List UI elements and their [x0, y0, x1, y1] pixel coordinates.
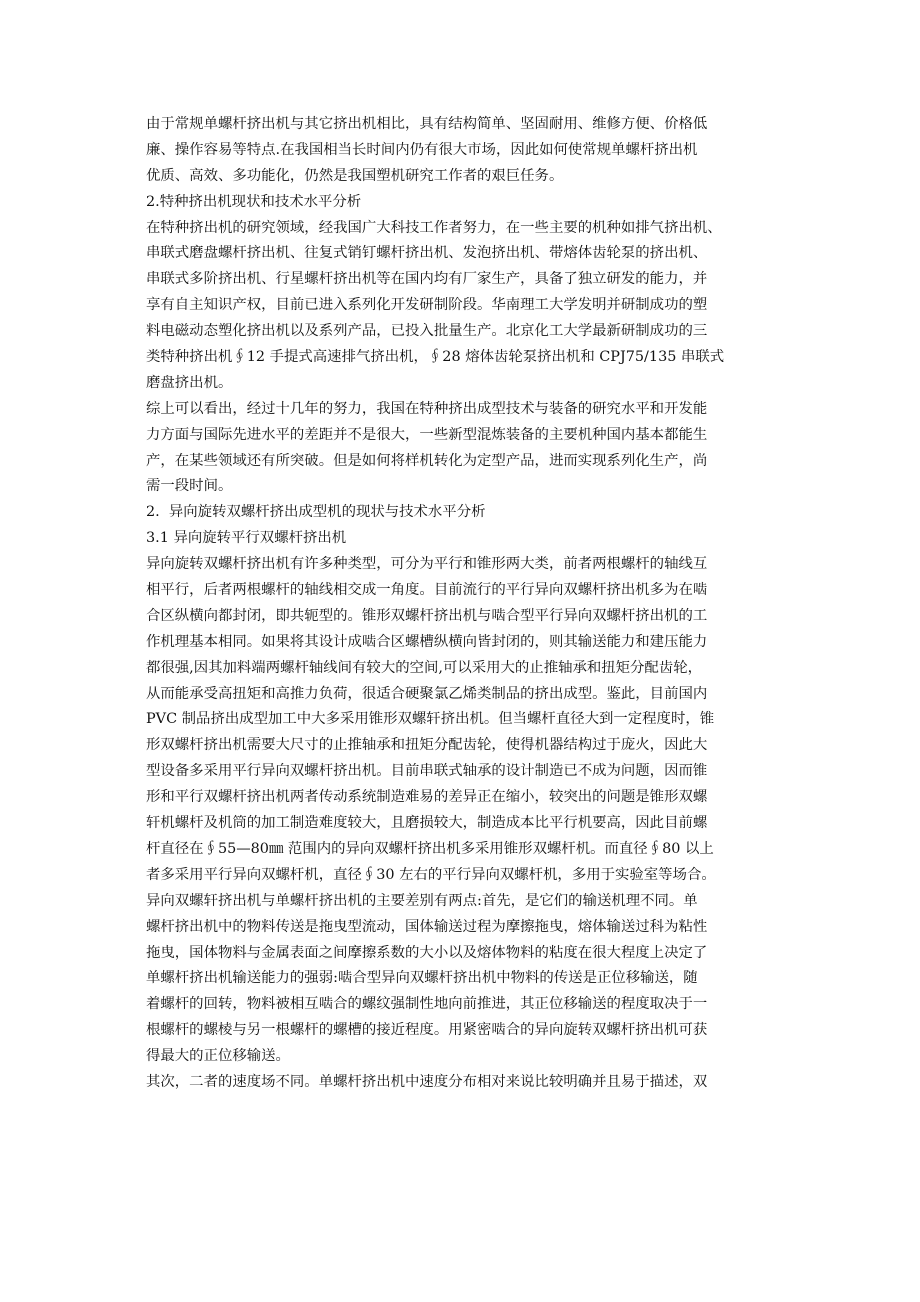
section-heading: 2.特种挤出机现状和技术水平分析 — [146, 193, 362, 210]
text-line: 者多采用平行异向双螺杆机，直径∮30 左右的平行异向双螺杆机，多用于实验室等场合。 — [146, 866, 716, 883]
document-body — [146, 112, 806, 1096]
text-line: 异向旋转双螺杆挤出机有许多种类型，可分为平行和锥形两大类，前者两根螺杆的轴线互 — [146, 556, 708, 573]
text-line: 力方面与国际先进水平的差距并不是很大，一些新型混炼装备的主要机种国内基本都能生 — [146, 426, 708, 443]
text-line: 其次，二者的速度场不同。单螺杆挤出机中速度分布相对来说比较明确并且易于描述，双 — [146, 1073, 708, 1090]
text-line: 型设备多采用平行异向双螺杆挤出机。目前串联式轴承的设计制造已不成为问题，因而锥 — [146, 763, 708, 780]
text-line: 形和平行双螺杆挤出机两者传动系统制造难易的差异正在缩小，较突出的问题是锥形双螺 — [146, 789, 708, 806]
text-line: 螺杆挤出机中的物料传送是拖曳型流动，国体输送过程为摩擦拖曳，熔体输送过科为粘性 — [146, 918, 708, 935]
text-line: 优质、高效、多功能化，仍然是我国塑机研究工作者的艰巨任务。 — [146, 167, 564, 184]
text-line: 在特种挤出机的研究领域，经我国广大科技工作者努力，在一些主要的机种如排气挤出机、 — [146, 219, 722, 236]
text-line: 综上可以看出，经过十几年的努力，我国在特种挤出成型技术与装备的研究水平和开发能 — [146, 400, 708, 417]
text-line: 单螺杆挤出机输送能力的强弱:啮合型异向双螺杆挤出机中物料的传送是正位移输送，随 — [146, 970, 698, 987]
text-line: PVC 制品挤出成型加工中大多采用锥形双螺轩挤出机。但当螺杆直径大到一定程度时，锥 — [146, 711, 715, 728]
text-line: 都很强,因其加料端两螺杆轴线间有较大的空间,可以采用大的止推轴承和扭矩分配齿轮， — [146, 659, 702, 676]
section-heading: 2. 异向旋转双螺杆挤出成型机的现状与技术水平分析 — [146, 504, 486, 521]
text-line: 从而能承受高扭矩和高推力负荷，很适合硬聚氯乙烯类制品的挤出成型。鉴此，目前国内 — [146, 685, 708, 702]
text-line: 着螺杆的回转，物料被相互啮合的螺纹强制性地向前推进，其正位移输送的程度取决于一 — [146, 996, 708, 1013]
text-line: 由于常规单螺杆挤出机与其它挤出机相比，具有结构简单、坚固耐用、维修方便、价格低 — [146, 116, 708, 132]
text-line: 磨盘挤出机。 — [146, 374, 233, 391]
section-heading: 3.1 异向旋转平行双螺杆挤出机 — [146, 530, 347, 547]
text-line: 得最大的正位移输送。 — [146, 1048, 290, 1065]
text-line: 串联式磨盘螺杆挤出机、往复式销钉螺杆挤出机、发泡挤出机、带熔体齿轮泵的挤出机、 — [146, 245, 708, 262]
text-line: 轩机螺杆及机筒的加工制造难度较大，且磨损较大，制造成本比平行机要高，因此目前螺 — [146, 815, 708, 832]
text-line: 拖曳，国体物料与金属表面之间摩擦系数的大小以及熔体物料的粘度在很大程度上决定了 — [146, 944, 708, 961]
text-line: 料电磁动态塑化挤出机以及系列产品，已投入批量生产。北京化工大学最新研制成功的三 — [146, 323, 708, 340]
text-line: 串联式多阶挤出机、行星螺杆挤出机等在国内均有厂家生产，具备了独立研发的能力，并 — [146, 271, 708, 288]
text-line: 需一段时间。 — [146, 478, 233, 495]
text-line: 杆直径在∮55—80㎜ 范围内的异向双螺杆挤出机多采用锥形双螺杆机。而直径∮80 以上 — [146, 840, 714, 857]
text-line: 作机理基本相同。如果将其设计成啮合区螺槽纵横向皆封闭的，则其输送能力和建压能力 — [146, 633, 708, 650]
text-line: 廉、操作容易等特点.在我国相当长时间内仍有很大市场，因此如何使常规单螺杆挤出机 — [146, 141, 698, 158]
text-line: 异向双螺轩挤出机与单螺杆挤出机的主要差别有两点:首先，是它们的输送机理不同。单 — [146, 892, 698, 909]
text-line: 形双螺杆挤出机需要大尺寸的止推轴承和扭矩分配齿轮，使得机器结构过于庞火，因此大 — [146, 737, 708, 754]
text-line: 合区纵横向都封闭，即共轭型的。锥形双螺杆挤出机与啮合型平行异向双螺杆挤出机的工 — [146, 607, 708, 624]
text-line: 根螺杆的螺棱与另一根螺杆的螺槽的接近程度。用紧密啮合的异向旋转双螺杆挤出机可获 — [146, 1022, 708, 1039]
text-line: 产，在某些领域还有所突破。但是如何将样机转化为定型产品，进而实现系列化生产，尚 — [146, 452, 708, 469]
text-line: 类特种挤出机∮12 手提式高速排气挤出机，∮28 熔体齿轮泵挤出机和 CPJ75/135 串联式 — [146, 349, 725, 366]
text-line: 相平行，后者两根螺杆的轴线相交成一角度。目前流行的平行异向双螺杆挤出机多为在啮 — [146, 582, 708, 599]
text-line: 享有自主知识产权，目前已进入系列化开发研制阶段。华南理工大学发明并研制成功的塑 — [146, 297, 708, 314]
